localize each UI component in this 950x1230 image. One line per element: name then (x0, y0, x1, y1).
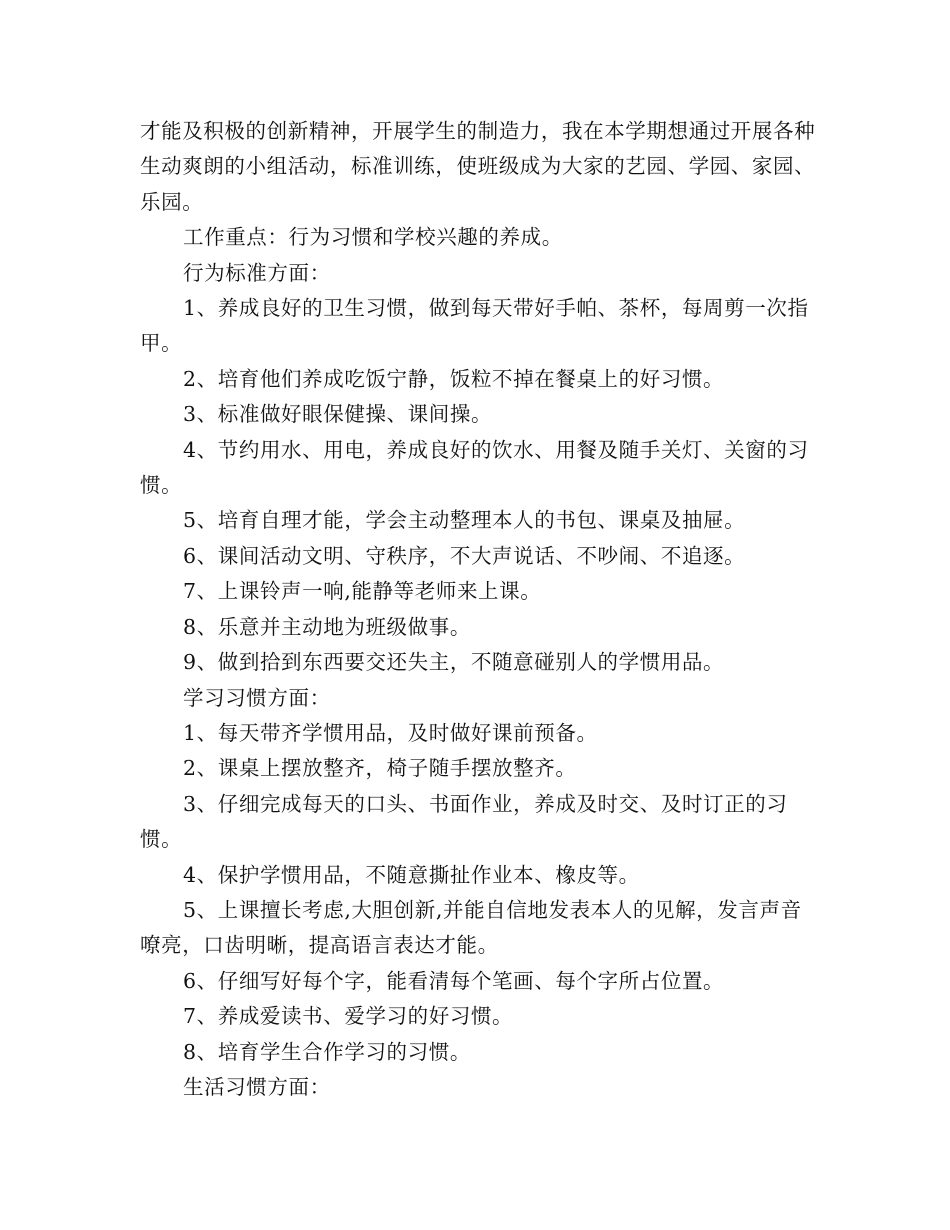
list-item: 7、养成爱读书、爱学习的好习惯。 (183, 1004, 514, 1029)
list-item: 5、培育自理才能，学会主动整理本人的书包、课桌及抽屉。 (183, 508, 746, 533)
list-item: 1、每天带齐学惯用品，及时做好课前预备。 (183, 720, 598, 745)
list-item: 2、培育他们养成吃饭宁静，饭粒不掉在餐桌上的好习惯。 (183, 366, 725, 391)
list-item: 6、仔细写好每个字，能看清每个笔画、每个字所占位置。 (183, 968, 725, 993)
list-item: 1、养成良好的卫生习惯，做到每天带好手帕、茶杯，每周剪一次指甲。 (140, 296, 809, 356)
list-item: 5、上课擅长考虑,大胆创新,并能自信地发表本人的见解，发言声音嘹亮，口齿明晰，提高语言表达才能。 (140, 897, 802, 958)
list-item: 8、培育学生合作学习的习惯。 (183, 1039, 471, 1064)
list-item: 6、课间活动文明、守秩序，不大声说话、不吵闹、不追逐。 (183, 543, 746, 568)
list-item: 3、仔细完成每天的口头、书面作业，养成及时交、及时订正的习惯。 (140, 791, 788, 852)
list-item: 3、标准做好眼保健操、课间操。 (183, 402, 493, 427)
list-item: 4、节约用水、用电，养成良好的饮水、用餐及随手关灯、关窗的习惯。 (140, 437, 809, 498)
list-item: 7、上课铃声一响,能静等老师来上课。 (183, 579, 542, 604)
work-focus-paragraph: 工作重点：行为习惯和学校兴趣的养成。 (183, 225, 563, 250)
body-paragraph: 才能及积极的创新精神，开展学生的制造力，我在本学期想通过开展各种生动爽朗的小组活动，标准训练，使班级成为大家的艺园、学园、家园、乐园。 (140, 119, 816, 214)
list-item: 9、做到拾到东西要交还失主，不随意碰别人的学惯用品。 (183, 650, 725, 675)
document-page (140, 114, 820, 1105)
list-item: 4、保护学惯用品，不随意撕扯作业本、橡皮等。 (183, 862, 640, 887)
list-item: 2、课桌上摆放整齐，椅子随手摆放整齐。 (183, 756, 577, 781)
section-heading-life: 生活习惯方面： (183, 1074, 331, 1099)
list-item: 8、乐意并主动地为班级做事。 (183, 614, 471, 639)
section-heading-behavior: 行为标准方面： (183, 260, 331, 285)
section-heading-study: 学习习惯方面： (183, 685, 331, 710)
